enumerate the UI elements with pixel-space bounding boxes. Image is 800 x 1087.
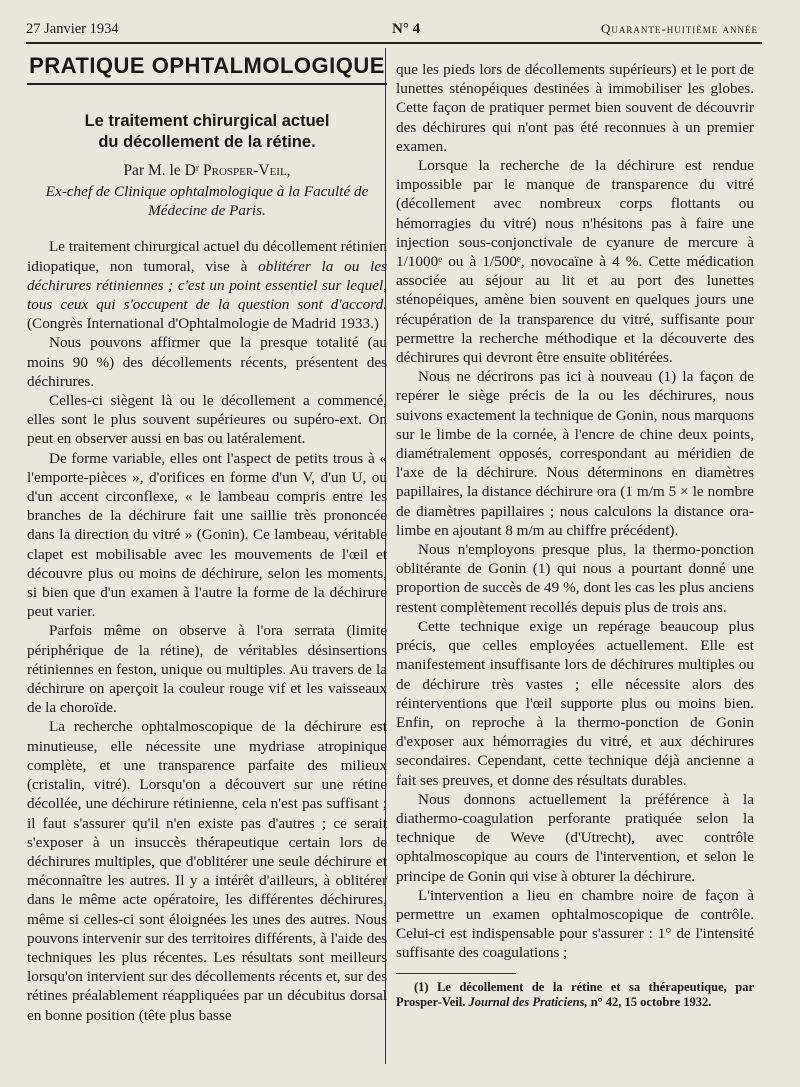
footnote: (1) Le décollement de la rétine et sa thérapeutique, par Prosper-Veil. Journal des Praticiens, n° 42, 15 octobre 1932.	[396, 979, 754, 1009]
left-paragraph-3: Celles-ci siègent là ou le décollement a commencé, elles sont le plus souvent supérieures ou supéro-ext. On peut en observer aussi en bas ou latéralement.	[27, 392, 387, 448]
author-name: Prosper-Veil,	[203, 162, 291, 180]
header-date: 27 Janvier 1934	[26, 20, 119, 37]
page-header	[26, 14, 758, 44]
header-rule	[26, 42, 762, 44]
right-paragraph-6: Nous donnons actuellement la préférence à la diathermo-coagulation perforante pratiquée selon la technique de Weve (d'Utrecht), avec contrôle ophtalmoscopique au cours de l'intervention, et selon le principe de Gonin qui vise à obturer la déchirure.	[396, 790, 754, 885]
right-paragraph-7: L'intervention a lieu en chambre noire de façon à permettre un examen ophtalmoscopique de contrôle. Celui-ci est indispensable pour s'assurer : 1° de l'intensité suffisante des coagulations ;	[396, 886, 754, 962]
left-column	[27, 53, 387, 1025]
article-title-line2: du décollement de la rétine.	[98, 133, 316, 152]
right-paragraph-5: Cette technique exige un repérage beaucoup plus précis, que celles employées actuellement. Elle est manifestement insuffisante lors de déchirures multiples ou de déchirure très vastes ; elle nécessite alors des réinterventions que l'œil supporte plus ou moins bien. Enfin, on reproche à la thermo-ponction de Gonin d'exposer aux hémorragies du vitré, et aux déchirures secondaires. Cependant, cette technique déjà ancienne a fait ses preuves, et donne des résultats durables.	[396, 617, 754, 789]
article-title	[27, 111, 387, 153]
section-title: PRATIQUE OPHTALMOLOGIQUE	[27, 56, 387, 85]
byline	[27, 161, 387, 180]
left-paragraph-6: La recherche ophtalmoscopique de la déchirure est minutieuse, elle nécessite une mydriase atropinique complète, et une transparence parfaite des milieux (cristalin, vitré). Lorsqu'on a découvert sur une rétine décollée, une déchirure rétinienne, cela n'est pas suffisant ; il faut s'assurer qu'il n'en existe pas d'autres ; ce serait s'exposer à un insuccès thérapeutique certain lors de déchirures multiples, que d'oblitérer une seule déchirure et méconnaître les autres. Il y a intérêt d'ailleurs, à oblitérer dans le même acte opératoire, les différentes déchirures, même si celles-ci sont éloignées les unes des autres. Nous pouvons intervenir sur des territoires différents, à l'aide des techniques les plus récentes. Les résultats sont meilleurs lorsqu'on intervient sur des décollements récents et, sur des rétines préalablement réappliquées par un décubitus dorsal en bonne position (tête plus basse	[27, 718, 387, 1024]
header-year: Quarante-huitième année	[601, 21, 758, 36]
right-paragraph-3: Nous ne décrirons pas ici à nouveau (1) la façon de repérer le siège précis de la ou les déchirures, nous suivons exactement la technique de Gonin, nous marquons sur le limbe de la cornée, à l'encre de chine deux points, diamétralement opposés, correspondant au méridien de l'axe de la déchirure. Nous déterminons en diamètres papillaires, la distance déchirure ora (1 m/m 5 × le nombre de diamètres papillaires ; nous calculons la distance ora-limbe en ajoutant 8 m/m au chiffre précédent).	[396, 368, 754, 539]
right-column	[396, 60, 754, 1010]
left-paragraph-2: Nous pouvons affirmer que la presque totalité (au moins 90 %) des décollements récents, présentent des déchirures.	[27, 334, 387, 390]
left-paragraph-4: De forme variable, elles ont l'aspect de petits trous à « l'emporte-pièces », d'orifices en forme d'un V, d'un U, ou d'un accent circonflexe, « le lambeau compris entre les branches de la déchirure fait une saillie très prononcée dans la direction du vitré » (Gonin). Ce lambeau, véritable clapet est mobilisable avec les mouvements de l'œil et découvre plus ou moins de déchirure, selon les moments, si bien que d'un examen à l'autre la forme de la déchirure peut varier.	[27, 449, 387, 621]
right-paragraph-1: que les pieds lors de décollements supérieurs) et le port de lunettes sténopéiques destinées à immobiliser les globes. Cette façon de pratiquer permet bien souvent de découvrir des déchirures qui n'ont pas été reconnues à un premier examen.	[396, 61, 754, 155]
right-paragraph-4: Nous n'employons presque plus, la thermo-ponction oblitérante de Gonin (1) qui nous a pourtant donné une proportion de succès de 49 %, dont les cas les plus anciens restent complètement recollés depuis plus de trois ans.	[396, 541, 754, 616]
right-paragraph-2: Lorsque la recherche de la déchirure est rendue impossible par le manque de transparence du vitré (décollement avec nombreux corps flottants ou hémorragies du vitré) nous n'hésitons pas à faire une injection sous-conjonctivale de cyanure de mercure à 1/1000ᵉ ou à 1/500ᵉ, novocaïne à 4 %. Cette médication associée au séjour au lit et au port des lunettes sténopéiques, amène bien souvent en quelques jours une récupération de la transparence du vitré, suffisante pour permettre la recherche méthodique et la découverte des déchirures qui devront être ensuite oblitérées.	[396, 157, 754, 367]
left-paragraph-5: Parfois même on observe à l'ora serrata (limite périphérique de la rétine), de véritables désinsertions rétiniennes en feston, unique ou multiples. Au travers de la déchirure on aperçoit la couleur rouge vif et les vaisseaux de la choroïde.	[27, 622, 387, 717]
left-paragraph-1: Le traitement chirurgical actuel du décollement rétinien idiopatique, non tumoral, vise à oblitérer la ou les déchirures rétiniennes ; c'est un point essentiel sur lequel, tous ceux qui s'occupent de la question sont d'accord. (Congrès International d'Ophtalmologie de Madrid 1933.)	[27, 238, 387, 333]
article-title-line1: Le traitement chirurgical actuel	[84, 112, 330, 131]
byline-prefix: Par M. le Dʳ	[123, 162, 200, 180]
author-affiliation: Ex-chef de Clinique ophtalmologique à la Faculté de Médecine de Paris.	[45, 183, 369, 220]
footnote-rule	[396, 973, 516, 974]
header-issue-number: N° 4	[392, 20, 421, 37]
